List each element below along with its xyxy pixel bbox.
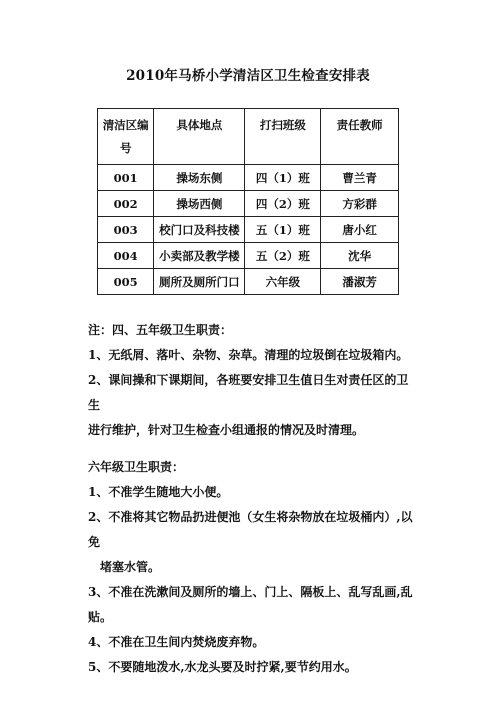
header-class: 打扫班级 [245, 109, 321, 165]
cell-area-number: 001 [98, 165, 154, 191]
table-row [98, 243, 399, 269]
header-teacher: 责任教师 [321, 109, 399, 165]
duty-item-continuation: 堵塞水管。 [100, 560, 161, 574]
cell-teacher: 方彩群 [321, 191, 399, 217]
cell-class: 六年级 [245, 269, 321, 295]
duty-item: 2、不准将其它物品扔进便池（女生将杂物放在垃圾桶内）,以免 [88, 510, 413, 549]
cell-teacher: 曹兰青 [321, 165, 399, 191]
duty-item: 1、无纸屑、落叶、杂物、杂草。清理的垃圾倒在垃圾箱内。 [88, 348, 409, 362]
cell-area-number: 004 [98, 243, 154, 269]
grade-6-duties [88, 455, 418, 680]
cell-location: 操场西侧 [154, 191, 245, 217]
cell-location: 校门口及科技楼 [154, 217, 245, 243]
cell-class: 四（1）班 [245, 165, 321, 191]
cleaning-schedule-table [97, 108, 399, 295]
section-heading: 注：四、五年级卫生职责： [88, 323, 233, 337]
section-heading: 六年级卫生职责： [88, 460, 185, 474]
duty-item: 5、不要随地泼水,水龙头要及时拧紧,要节约用水。 [88, 660, 357, 674]
duty-item: 2、课间操和下课期间，各班要安排卫生值日生对责任区的卫生 [88, 373, 409, 412]
table-row [98, 191, 399, 217]
cell-teacher: 潘淑芳 [321, 269, 399, 295]
table-row [98, 165, 399, 191]
table-row [98, 217, 399, 243]
cell-teacher: 唐小红 [321, 217, 399, 243]
cell-location: 厕所及厕所门口 [154, 269, 245, 295]
document-title: 2010年马桥小学清洁区卫生检查安排表 [126, 68, 370, 84]
grade-4-5-duties [88, 318, 418, 443]
cell-area-number: 003 [98, 217, 154, 243]
cell-area-number: 005 [98, 269, 154, 295]
cell-area-number: 002 [98, 191, 154, 217]
table-row [98, 269, 399, 295]
cell-location: 小卖部及教学楼 [154, 243, 245, 269]
cell-class: 五（2）班 [245, 243, 321, 269]
duty-item-continuation: 进行维护，针对卫生检查小组通报的情况及时清理。 [88, 423, 365, 437]
cell-class: 五（1）班 [245, 217, 321, 243]
header-location: 具体地点 [154, 109, 245, 165]
cell-class: 四（2）班 [245, 191, 321, 217]
cell-teacher: 沈华 [321, 243, 399, 269]
table-header-row [98, 109, 399, 165]
cell-location: 操场东侧 [154, 165, 245, 191]
duty-item: 1、不准学生随地大小便。 [88, 485, 229, 499]
duty-item: 4、不准在卫生间内焚烧废弃物。 [88, 635, 265, 649]
header-area-number: 清洁区编号 [98, 109, 154, 165]
duty-item: 3、不准在洗漱间及厕所的墙上、门上、隔板上、乱写乱画,乱贴。 [88, 585, 413, 624]
